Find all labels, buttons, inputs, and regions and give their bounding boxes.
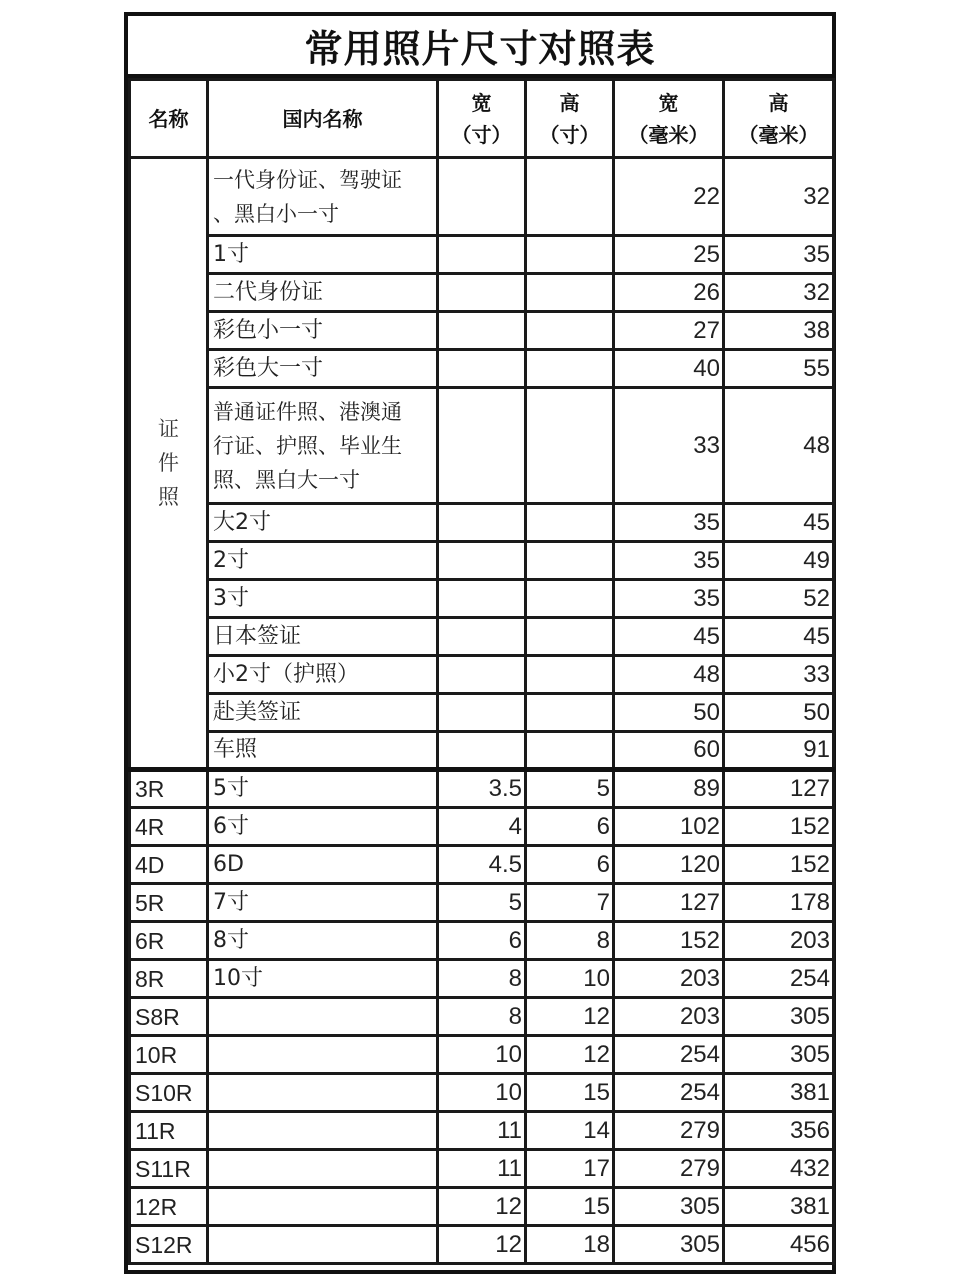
table-row bbox=[130, 350, 834, 388]
height-inch-cell: 12 bbox=[526, 998, 614, 1036]
header-height-inch bbox=[526, 80, 614, 158]
table-row bbox=[130, 884, 834, 922]
table-row bbox=[130, 1150, 834, 1188]
table-row bbox=[130, 808, 834, 846]
domestic-name-line: 、黑白小一寸 bbox=[213, 201, 339, 226]
width-inch-cell bbox=[438, 694, 526, 732]
header-width-mm-top: 宽 bbox=[658, 90, 679, 115]
table-row bbox=[130, 158, 834, 236]
height-inch-cell bbox=[526, 580, 614, 618]
width-mm-cell: 279 bbox=[614, 1150, 724, 1188]
width-inch-cell bbox=[438, 388, 526, 504]
width-inch-cell bbox=[438, 350, 526, 388]
table-row bbox=[130, 1188, 834, 1226]
height-mm-cell: 356 bbox=[724, 1112, 834, 1150]
size-code-cell: 6R bbox=[130, 922, 208, 960]
domestic-name-cell bbox=[208, 1188, 438, 1226]
height-inch-cell bbox=[526, 388, 614, 504]
height-inch-cell bbox=[526, 656, 614, 694]
width-inch-cell: 12 bbox=[438, 1188, 526, 1226]
domestic-name-line: 普通证件照、港澳通 bbox=[213, 399, 402, 424]
domestic-name-cell: 2寸 bbox=[208, 542, 438, 580]
size-code-cell: S10R bbox=[130, 1074, 208, 1112]
width-mm-cell: 60 bbox=[614, 732, 724, 770]
width-mm-cell: 35 bbox=[614, 542, 724, 580]
width-mm-cell: 27 bbox=[614, 312, 724, 350]
height-inch-cell: 5 bbox=[526, 770, 614, 808]
height-mm-cell: 305 bbox=[724, 998, 834, 1036]
height-mm-cell: 32 bbox=[724, 274, 834, 312]
domestic-name-cell bbox=[208, 158, 438, 236]
height-mm-cell: 152 bbox=[724, 808, 834, 846]
width-mm-cell: 152 bbox=[614, 922, 724, 960]
height-mm-cell: 203 bbox=[724, 922, 834, 960]
width-inch-cell: 6 bbox=[438, 922, 526, 960]
width-inch-cell: 5 bbox=[438, 884, 526, 922]
height-mm-cell: 432 bbox=[724, 1150, 834, 1188]
domestic-name-cell: 赴美签证 bbox=[208, 694, 438, 732]
header-width-inch-unit: （寸） bbox=[451, 122, 512, 147]
size-code-cell: 4D bbox=[130, 846, 208, 884]
size-code-cell: S12R bbox=[130, 1226, 208, 1264]
height-mm-cell: 48 bbox=[724, 388, 834, 504]
width-mm-cell: 35 bbox=[614, 580, 724, 618]
domestic-name-cell bbox=[208, 1150, 438, 1188]
height-mm-cell: 381 bbox=[724, 1074, 834, 1112]
domestic-name-cell: 5寸 bbox=[208, 770, 438, 808]
width-inch-cell: 11 bbox=[438, 1112, 526, 1150]
domestic-name-cell: 彩色小一寸 bbox=[208, 312, 438, 350]
width-mm-cell: 305 bbox=[614, 1226, 724, 1264]
table-row bbox=[130, 694, 834, 732]
height-inch-cell: 6 bbox=[526, 846, 614, 884]
domestic-name-cell: 7寸 bbox=[208, 884, 438, 922]
width-inch-cell: 3.5 bbox=[438, 770, 526, 808]
width-mm-cell: 305 bbox=[614, 1188, 724, 1226]
domestic-name-cell: 8寸 bbox=[208, 922, 438, 960]
height-mm-cell: 91 bbox=[724, 732, 834, 770]
width-mm-cell: 22 bbox=[614, 158, 724, 236]
width-inch-cell bbox=[438, 504, 526, 542]
header-height-mm-unit: （毫米） bbox=[738, 122, 819, 147]
size-code-cell: 5R bbox=[130, 884, 208, 922]
domestic-name-cell: 6寸 bbox=[208, 808, 438, 846]
size-code-cell: S8R bbox=[130, 998, 208, 1036]
table-row bbox=[130, 542, 834, 580]
table-row bbox=[130, 846, 834, 884]
header-width-mm bbox=[614, 80, 724, 158]
width-mm-cell: 279 bbox=[614, 1112, 724, 1150]
width-mm-cell: 203 bbox=[614, 960, 724, 998]
height-inch-cell: 8 bbox=[526, 922, 614, 960]
table-row bbox=[130, 580, 834, 618]
height-inch-cell bbox=[526, 158, 614, 236]
width-inch-cell bbox=[438, 236, 526, 274]
height-mm-cell: 49 bbox=[724, 542, 834, 580]
table-row bbox=[130, 922, 834, 960]
height-mm-cell: 152 bbox=[724, 846, 834, 884]
header-name: 名称 bbox=[130, 80, 208, 158]
table-row bbox=[130, 618, 834, 656]
height-inch-cell bbox=[526, 236, 614, 274]
domestic-name-cell bbox=[208, 388, 438, 504]
table-row bbox=[130, 732, 834, 770]
domestic-name-cell bbox=[208, 1226, 438, 1264]
height-mm-cell: 55 bbox=[724, 350, 834, 388]
header-row bbox=[130, 80, 834, 158]
domestic-name-cell: 6D bbox=[208, 846, 438, 884]
width-inch-cell bbox=[438, 656, 526, 694]
width-inch-cell bbox=[438, 732, 526, 770]
width-mm-cell: 50 bbox=[614, 694, 724, 732]
width-inch-cell bbox=[438, 580, 526, 618]
size-code-cell: 12R bbox=[130, 1188, 208, 1226]
table-row bbox=[130, 504, 834, 542]
header-width-inch bbox=[438, 80, 526, 158]
height-inch-cell: 10 bbox=[526, 960, 614, 998]
size-code-cell: 3R bbox=[130, 770, 208, 808]
domestic-name-cell: 二代身份证 bbox=[208, 274, 438, 312]
height-mm-cell: 52 bbox=[724, 580, 834, 618]
size-code-cell: 4R bbox=[130, 808, 208, 846]
width-mm-cell: 48 bbox=[614, 656, 724, 694]
table-row bbox=[130, 388, 834, 504]
height-mm-cell: 35 bbox=[724, 236, 834, 274]
height-inch-cell bbox=[526, 350, 614, 388]
group-label-char: 证 bbox=[158, 417, 179, 441]
header-width-inch-top: 宽 bbox=[471, 90, 492, 115]
domestic-name-cell bbox=[208, 998, 438, 1036]
width-inch-cell bbox=[438, 274, 526, 312]
height-mm-cell: 178 bbox=[724, 884, 834, 922]
width-mm-cell: 203 bbox=[614, 998, 724, 1036]
height-mm-cell: 38 bbox=[724, 312, 834, 350]
table-row bbox=[130, 1074, 834, 1112]
width-mm-cell: 25 bbox=[614, 236, 724, 274]
table-row bbox=[130, 998, 834, 1036]
photo-size-table bbox=[128, 78, 835, 1265]
width-inch-cell bbox=[438, 312, 526, 350]
domestic-name-line: 一代身份证、驾驶证 bbox=[213, 167, 402, 192]
width-mm-cell: 127 bbox=[614, 884, 724, 922]
domestic-name-cell bbox=[208, 1036, 438, 1074]
table-row bbox=[130, 236, 834, 274]
height-inch-cell: 18 bbox=[526, 1226, 614, 1264]
table-row bbox=[130, 656, 834, 694]
height-inch-cell bbox=[526, 312, 614, 350]
width-inch-cell: 4.5 bbox=[438, 846, 526, 884]
width-mm-cell: 45 bbox=[614, 618, 724, 656]
height-mm-cell: 32 bbox=[724, 158, 834, 236]
group-label-char: 照 bbox=[158, 485, 179, 509]
table-row bbox=[130, 312, 834, 350]
width-mm-cell: 102 bbox=[614, 808, 724, 846]
height-mm-cell: 127 bbox=[724, 770, 834, 808]
size-code-cell: 10R bbox=[130, 1036, 208, 1074]
table-title: 常用照片尺寸对照表 bbox=[128, 16, 832, 78]
width-inch-cell: 4 bbox=[438, 808, 526, 846]
width-mm-cell: 35 bbox=[614, 504, 724, 542]
width-inch-cell: 11 bbox=[438, 1150, 526, 1188]
domestic-name-line: 照、黑白大一寸 bbox=[213, 467, 360, 492]
domestic-name-cell bbox=[208, 1112, 438, 1150]
table-row bbox=[130, 1226, 834, 1264]
group-label-id-photo bbox=[130, 158, 208, 770]
size-code-cell: S11R bbox=[130, 1150, 208, 1188]
height-inch-cell bbox=[526, 542, 614, 580]
domestic-name-cell: 彩色大一寸 bbox=[208, 350, 438, 388]
domestic-name-cell: 日本签证 bbox=[208, 618, 438, 656]
height-inch-cell: 12 bbox=[526, 1036, 614, 1074]
table-row bbox=[130, 1036, 834, 1074]
width-inch-cell bbox=[438, 158, 526, 236]
table-row bbox=[130, 960, 834, 998]
domestic-name-cell bbox=[208, 1074, 438, 1112]
header-height-inch-unit: （寸） bbox=[539, 122, 600, 147]
size-code-cell: 11R bbox=[130, 1112, 208, 1150]
width-mm-cell: 120 bbox=[614, 846, 724, 884]
domestic-name-cell: 3寸 bbox=[208, 580, 438, 618]
height-mm-cell: 381 bbox=[724, 1188, 834, 1226]
table-row bbox=[130, 770, 834, 808]
height-inch-cell: 15 bbox=[526, 1074, 614, 1112]
group-label-char: 件 bbox=[158, 451, 179, 475]
table-row bbox=[130, 1112, 834, 1150]
width-mm-cell: 254 bbox=[614, 1074, 724, 1112]
width-inch-cell: 12 bbox=[438, 1226, 526, 1264]
height-inch-cell bbox=[526, 694, 614, 732]
domestic-name-cell: 车照 bbox=[208, 732, 438, 770]
height-mm-cell: 45 bbox=[724, 504, 834, 542]
height-mm-cell: 33 bbox=[724, 656, 834, 694]
header-height-mm-top: 高 bbox=[768, 90, 789, 115]
height-mm-cell: 45 bbox=[724, 618, 834, 656]
width-inch-cell bbox=[438, 618, 526, 656]
domestic-name-cell: 大2寸 bbox=[208, 504, 438, 542]
height-inch-cell bbox=[526, 504, 614, 542]
height-inch-cell bbox=[526, 618, 614, 656]
width-inch-cell: 10 bbox=[438, 1036, 526, 1074]
domestic-name-line: 行证、护照、毕业生 bbox=[213, 433, 402, 458]
header-height-mm bbox=[724, 80, 834, 158]
height-mm-cell: 305 bbox=[724, 1036, 834, 1074]
width-mm-cell: 26 bbox=[614, 274, 724, 312]
size-code-cell: 8R bbox=[130, 960, 208, 998]
width-inch-cell: 8 bbox=[438, 998, 526, 1036]
height-inch-cell: 14 bbox=[526, 1112, 614, 1150]
width-inch-cell bbox=[438, 542, 526, 580]
width-mm-cell: 89 bbox=[614, 770, 724, 808]
height-inch-cell bbox=[526, 274, 614, 312]
domestic-name-cell: 小2寸（护照） bbox=[208, 656, 438, 694]
width-mm-cell: 33 bbox=[614, 388, 724, 504]
height-inch-cell bbox=[526, 732, 614, 770]
height-inch-cell: 6 bbox=[526, 808, 614, 846]
height-inch-cell: 7 bbox=[526, 884, 614, 922]
height-mm-cell: 50 bbox=[724, 694, 834, 732]
width-inch-cell: 10 bbox=[438, 1074, 526, 1112]
height-inch-cell: 15 bbox=[526, 1188, 614, 1226]
height-mm-cell: 254 bbox=[724, 960, 834, 998]
table-row bbox=[130, 274, 834, 312]
width-mm-cell: 40 bbox=[614, 350, 724, 388]
domestic-name-cell: 10寸 bbox=[208, 960, 438, 998]
header-height-inch-top: 高 bbox=[559, 90, 580, 115]
photo-size-table-sheet bbox=[124, 12, 836, 1274]
header-domestic-name: 国内名称 bbox=[208, 80, 438, 158]
domestic-name-cell: 1寸 bbox=[208, 236, 438, 274]
header-width-mm-unit: （毫米） bbox=[628, 122, 709, 147]
height-inch-cell: 17 bbox=[526, 1150, 614, 1188]
height-mm-cell: 456 bbox=[724, 1226, 834, 1264]
width-mm-cell: 254 bbox=[614, 1036, 724, 1074]
width-inch-cell: 8 bbox=[438, 960, 526, 998]
